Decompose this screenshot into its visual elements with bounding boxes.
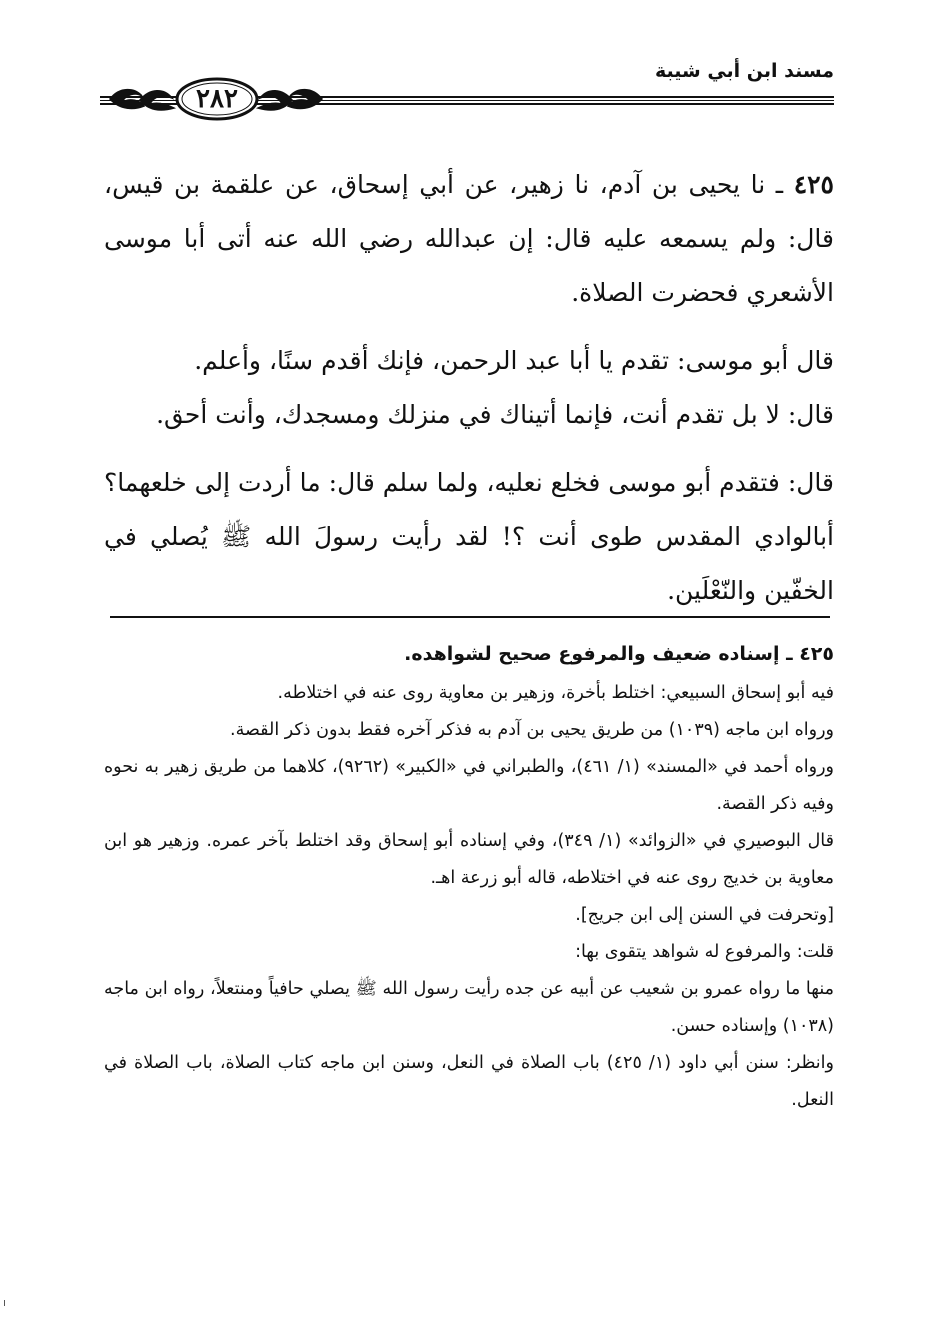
- footnote-paragraph: منها ما رواه عمرو بن شعيب عن أبيه عن جده رأيت رسول الله ﷺ يصلي حافياً ومنتعلاً، رواه ابن ماجه (١٠٣٨) وإسناده حسن.: [104, 979, 834, 1036]
- footnote-paragraph: وانظر: سنن أبي داود (١/ ٤٢٥) باب الصلاة في النعل، وسنن ابن ماجه كتاب الصلاة، باب الصلاة في النعل.: [104, 1053, 834, 1110]
- footnote-paragraph: قلت: والمرفوع له شواهد يتقوى بها:: [575, 942, 834, 962]
- footnote-paragraph: ورواه أحمد في «المسند» (١/ ٤٦١)، والطبراني في «الكبير» (٩٢٦٢)، كلاهما من طريق زهير به نحوه وفيه ذكر القصة.: [104, 757, 834, 814]
- footnote-paragraph: قال البوصيري في «الزوائد» (١/ ٣٤٩)، وفي إسناده أبو إسحاق وقد اختلط بآخر عمره. وزهير هو ابن معاوية بن خديج روى عنه في اختلاطه، قاله أبو زرعة اهـ.: [104, 831, 834, 888]
- footnote-paragraph: ورواه ابن ماجه (١٠٣٩) من طريق يحيى بن آدم به فذكر آخره فقط بدون ذكر القصة.: [230, 720, 834, 740]
- hadith-text-line: قال أبو موسى: تقدم يا أبا عبد الرحمن، فإنك أقدم سنًا، وأعلم.: [194, 346, 834, 375]
- hadith-paragraph-1: [104, 158, 834, 320]
- page-header: [100, 52, 834, 112]
- hadith-number: ٤٢٥: [793, 170, 834, 199]
- scan-mark: [2, 1300, 8, 1306]
- main-text: [104, 158, 834, 618]
- hadith-text-line: قال: لا بل تقدم أنت، فإنما أتيناك في منزلك ومسجدك، وأنت أحق.: [156, 400, 834, 429]
- footnote-heading: ٤٢٥ ـ إسناده ضعيف والمرفوع صحيح لشواهده.: [404, 643, 834, 665]
- hadith-paragraph-3: قال: فتقدم أبو موسى فخلع نعليه، ولما سلم قال: ما أردت إلى خلعهما؟ أبالوادي المقدس طوى أنت ؟! لقد رأيت رسولَ الله ﷺ يُصلي في الخفّين والنّعْلَين.: [104, 468, 834, 605]
- footnote-separator: [110, 616, 830, 618]
- book-title: مسند ابن أبي شيبة: [654, 60, 834, 82]
- hadith-text: ـ نا يحيى بن آدم، نا زهير، عن أبي إسحاق، عن علقمة بن قيس، قال: ولم يسمعه عليه قال: إن عبدالله رضي الله عنه أتى أبا موسى الأشعري فحضرت الصلاة.: [104, 170, 834, 307]
- hadith-paragraph-2: [104, 334, 834, 442]
- footnote-paragraph: [وتحرفت في السنن إلى ابن جريج].: [575, 905, 834, 925]
- page-number-ornament: [100, 74, 332, 124]
- footnotes: [104, 636, 834, 1119]
- page-number: ٢٨٢: [196, 84, 238, 114]
- footnote-paragraph: فيه أبو إسحاق السبيعي: اختلط بأخرة، وزهير بن معاوية روى عنه في اختلاطه.: [277, 683, 834, 703]
